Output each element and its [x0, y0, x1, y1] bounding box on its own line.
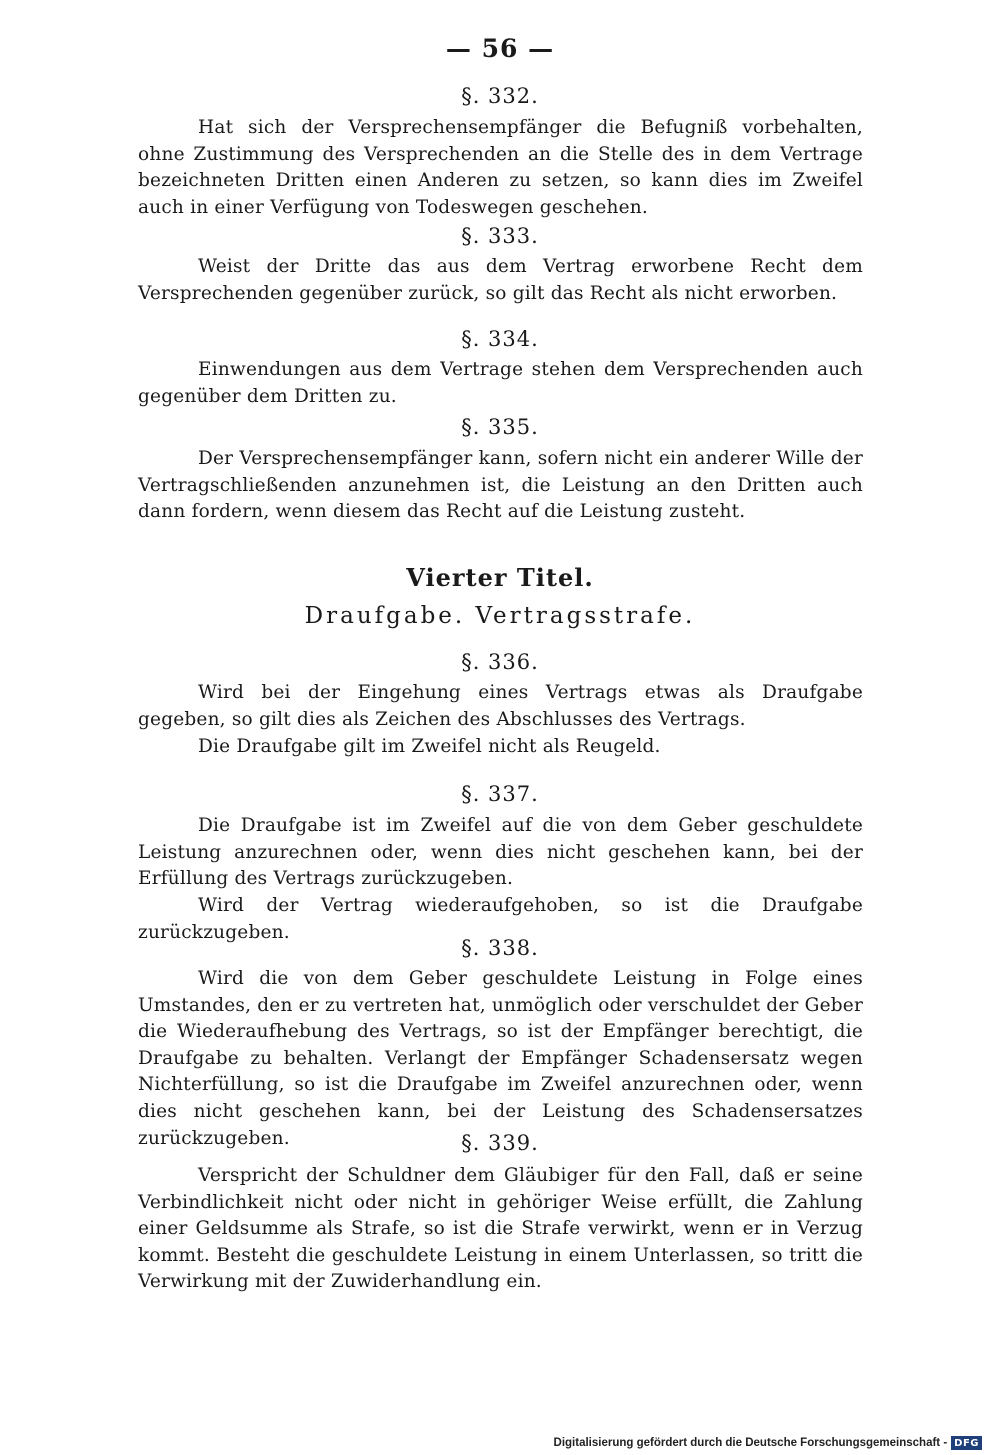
section-label-332: §. 332.: [461, 84, 539, 108]
section-label-333: §. 333.: [461, 224, 539, 248]
section-label-336: §. 336.: [461, 650, 539, 674]
section-label-337: §. 337.: [461, 782, 539, 806]
section-label-335: §. 335.: [461, 415, 539, 439]
paragraph-337-1: Die Draufgabe ist im Zweifel auf die von dem Geber geschuldete Leistung anzurechnen oder, wenn dies nicht geschehen kann, bei der Erfüllung des Vertrags zurückzugeben.: [138, 815, 863, 890]
title-subheading: Draufgabe. Vertragsstrafe.: [304, 603, 696, 629]
section-label-334: §. 334.: [461, 327, 539, 351]
paragraph-334: Einwendungen aus dem Vertrage stehen dem Versprechenden auch gegenüber dem Dritten zu.: [138, 359, 863, 407]
paragraph-337-2: Wird der Vertrag wiederaufgehoben, so ist die Draufgabe zurückzugeben.: [138, 895, 863, 943]
digitization-footer: [554, 1435, 982, 1451]
section-label-338: §. 338.: [461, 936, 539, 960]
footer-text: Digitalisierung gefördert durch die Deutsche Forschungsgemeinschaft -: [553, 1437, 948, 1449]
paragraph-338: Wird die von dem Geber geschuldete Leistung in Folge eines Umstandes, den er zu vertreten hat, unmöglich oder verschuldet der Geber die Wiederaufhebung des Vertrags, so ist der Empfänger berechtigt, die Draufgabe zu behalten. Verlangt der Empfänger Schadensersatz wegen Nichterfüllung, so ist die Draufgabe im Zweifel anzurechnen oder, wenn dies nicht geschehen kann, bei der Leistung des Schadensersatzes zurückzugeben.: [138, 968, 863, 1149]
section-label-339: §. 339.: [461, 1131, 539, 1155]
paragraph-336-1: Wird bei der Eingehung eines Vertrags etwas als Draufgabe gegeben, so gilt dies als Zeichen des Abschlusses des Vertrags.: [138, 682, 863, 730]
paragraph-336-2: Die Draufgabe gilt im Zweifel nicht als Reugeld.: [198, 736, 661, 757]
title-heading: Vierter Titel.: [406, 563, 594, 592]
page-number: — 56 —: [445, 34, 555, 63]
paragraph-332: Hat sich der Versprechensempfänger die Befugniß vorbehalten, ohne Zustimmung des Versprechenden an die Stelle des in dem Vertrage bezeichneten Dritten einen Anderen zu setzen, so kann dies im Zweifel auch in einer Verfügung von Todeswegen geschehen.: [138, 117, 863, 218]
paragraph-339: Verspricht der Schuldner dem Gläubiger für den Fall, daß er seine Verbindlichkeit nicht oder nicht in gehöriger Weise erfüllt, die Zahlung einer Geldsumme als Strafe, so ist die Strafe verwirkt, wenn er in Verzug kommt. Besteht die geschuldete Leistung in einem Unterlassen, so tritt die Verwirkung mit der Zuwiderhandlung ein.: [138, 1165, 863, 1293]
paragraph-333: Weist der Dritte das aus dem Vertrag erworbene Recht dem Versprechenden gegenüber zurück, so gilt das Recht als nicht erworben.: [138, 256, 863, 304]
paragraph-335: Der Versprechensempfänger kann, sofern nicht ein anderer Wille der Vertragschließenden anzunehmen ist, die Leistung an den Dritten auch dann fordern, wenn diesem das Recht auf die Leistung zusteht.: [138, 448, 863, 523]
dfg-logo: DFG: [951, 1436, 982, 1450]
